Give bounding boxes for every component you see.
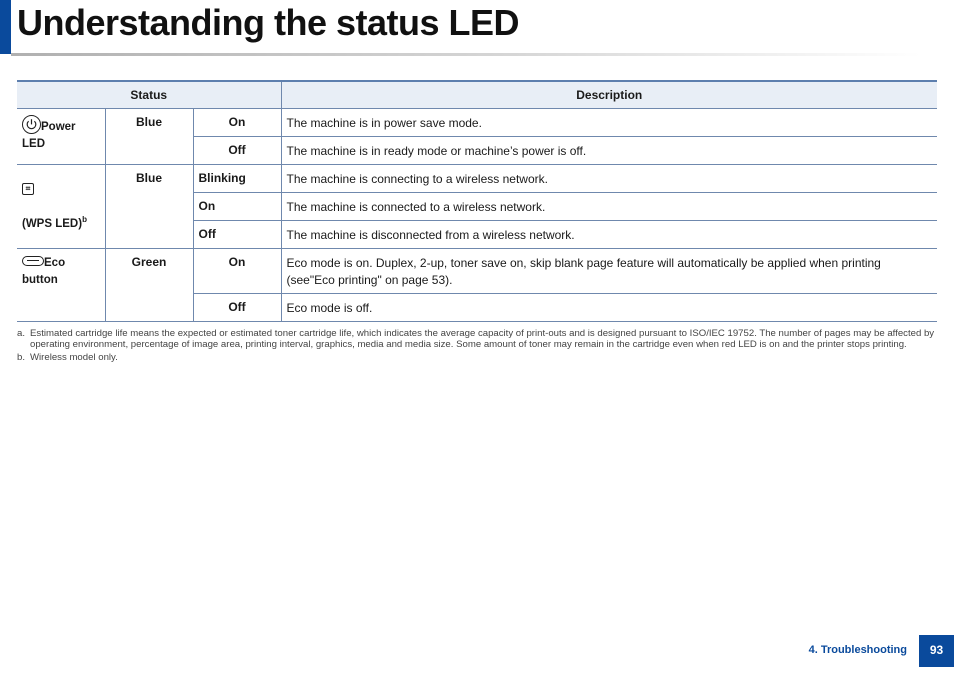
wps-led-cell <box>17 164 105 248</box>
power-desc-off: The machine is in ready mode or machine’s power is off. <box>281 136 937 164</box>
power-desc-on: The machine is in power save mode. <box>281 108 937 136</box>
table-row <box>17 108 937 136</box>
header-description: Description <box>281 81 937 108</box>
page-title: Understanding the status LED <box>17 2 520 43</box>
wps-desc-blinking: The machine is connecting to a wireless network. <box>281 164 937 192</box>
footnote-mark: b. <box>17 352 26 364</box>
table-row <box>17 164 937 192</box>
footnote-a <box>17 329 937 350</box>
wps-state-blinking: Blinking <box>193 164 281 192</box>
footnote-ref-b: b <box>82 214 87 224</box>
power-led-cell <box>17 108 105 164</box>
footer-section-link[interactable]: 4. Troubleshooting <box>808 644 907 656</box>
title-underline <box>11 53 921 56</box>
wps-led-color: Blue <box>105 164 193 248</box>
header-status: Status <box>17 81 281 108</box>
power-state-off: Off <box>193 136 281 164</box>
wps-desc-off: The machine is disconnected from a wireless network. <box>281 220 937 248</box>
page-number: 93 <box>919 635 954 667</box>
eco-desc-on: Eco mode is on. Duplex, 2-up, toner save on, skip blank page feature will automatically be applied when printing (see"Eco printing" on page 53). <box>281 248 937 293</box>
eco-icon <box>22 256 44 266</box>
wps-state-on: On <box>193 192 281 220</box>
eco-state-off: Off <box>193 293 281 321</box>
status-led-table <box>17 80 937 322</box>
power-icon <box>22 115 41 134</box>
eco-button-label: Eco button <box>22 256 66 286</box>
footnotes <box>17 329 937 367</box>
eco-desc-off: Eco mode is off. <box>281 293 937 321</box>
footnote-mark: a. <box>17 328 26 339</box>
eco-state-on: On <box>193 248 281 293</box>
eco-button-color: Green <box>105 248 193 321</box>
power-state-on: On <box>193 108 281 136</box>
wps-state-off: Off <box>193 220 281 248</box>
footnote-text: Estimated cartridge life means the expected or estimated toner cartridge life, which indicates the average capacity of print-outs and is designed pursuant to ISO/IEC 19752. The number of pages may be affected by operating environment, percentage of image area, printing interval, graphics, media and media size. Some amount of toner may remain in the cartridge even when red LED is on and the printer stops printing. <box>30 328 935 350</box>
power-led-color: Blue <box>105 108 193 164</box>
footnote-b <box>17 353 937 364</box>
title-accent-bar <box>0 0 11 54</box>
power-led-label: Power LED <box>22 120 76 150</box>
table-row <box>17 248 937 293</box>
table-header-row <box>17 81 937 108</box>
footnote-text: Wireless model only. <box>30 352 118 364</box>
wps-led-label: (WPS LED) <box>22 217 83 230</box>
wps-desc-on: The machine is connected to a wireless network. <box>281 192 937 220</box>
eco-button-cell <box>17 248 105 321</box>
wps-icon: ⌗ <box>22 183 34 195</box>
